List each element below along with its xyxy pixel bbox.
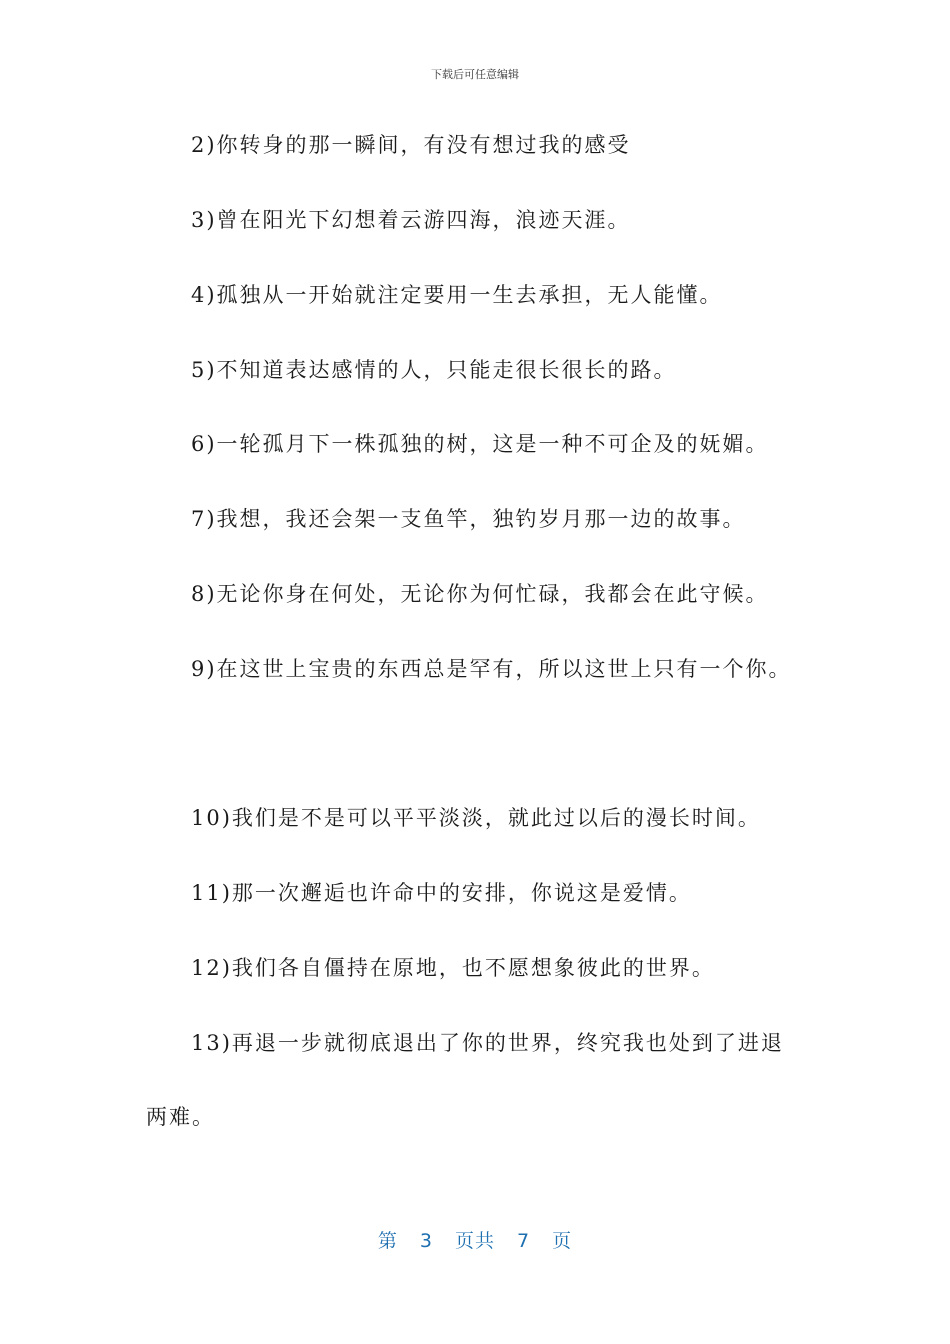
list-item: 12)我们各自僵持在原地，也不愿想象彼此的世界。 — [191, 956, 715, 980]
list-item: 6)一轮孤月下一株孤独的树，这是一种不可企及的妩媚。 — [191, 432, 769, 456]
list-item-continuation: 两难。 — [146, 1105, 215, 1129]
footer-middle: 页共 — [454, 1230, 495, 1252]
list-item: 7)我想，我还会架一支鱼竿，独钓岁月那一边的故事。 — [191, 507, 746, 531]
list-item: 9)在这世上宝贵的东西总是罕有，所以这世上只有一个你。 — [191, 657, 792, 681]
list-item: 5)不知道表达感情的人，只能走很长很长的路。 — [191, 358, 677, 382]
list-item: 3)曾在阳光下幻想着云游四海，浪迹天涯。 — [191, 208, 631, 232]
list-item: 2)你转身的那一瞬间，有没有想过我的感受 — [191, 133, 631, 157]
header-note: 下载后可任意编辑 — [431, 68, 519, 81]
footer-prefix: 第 — [377, 1230, 398, 1252]
footer-page-number: 3 — [419, 1230, 433, 1252]
list-item: 8)无论你身在何处，无论你为何忙碌，我都会在此守候。 — [191, 582, 769, 606]
page-footer — [0, 1226, 950, 1253]
list-item: 11)那一次邂逅也许命中的安排，你说这是爱情。 — [191, 881, 692, 905]
list-item: 13)再退一步就彻底退出了你的世界，终究我也处到了进退 — [191, 1031, 784, 1055]
footer-suffix: 页 — [552, 1230, 573, 1252]
list-item: 10)我们是不是可以平平淡淡，就此过以后的漫长时间。 — [191, 806, 761, 830]
footer-total-pages: 7 — [517, 1230, 531, 1252]
list-item: 4)孤独从一开始就注定要用一生去承担，无人能懂。 — [191, 283, 723, 307]
